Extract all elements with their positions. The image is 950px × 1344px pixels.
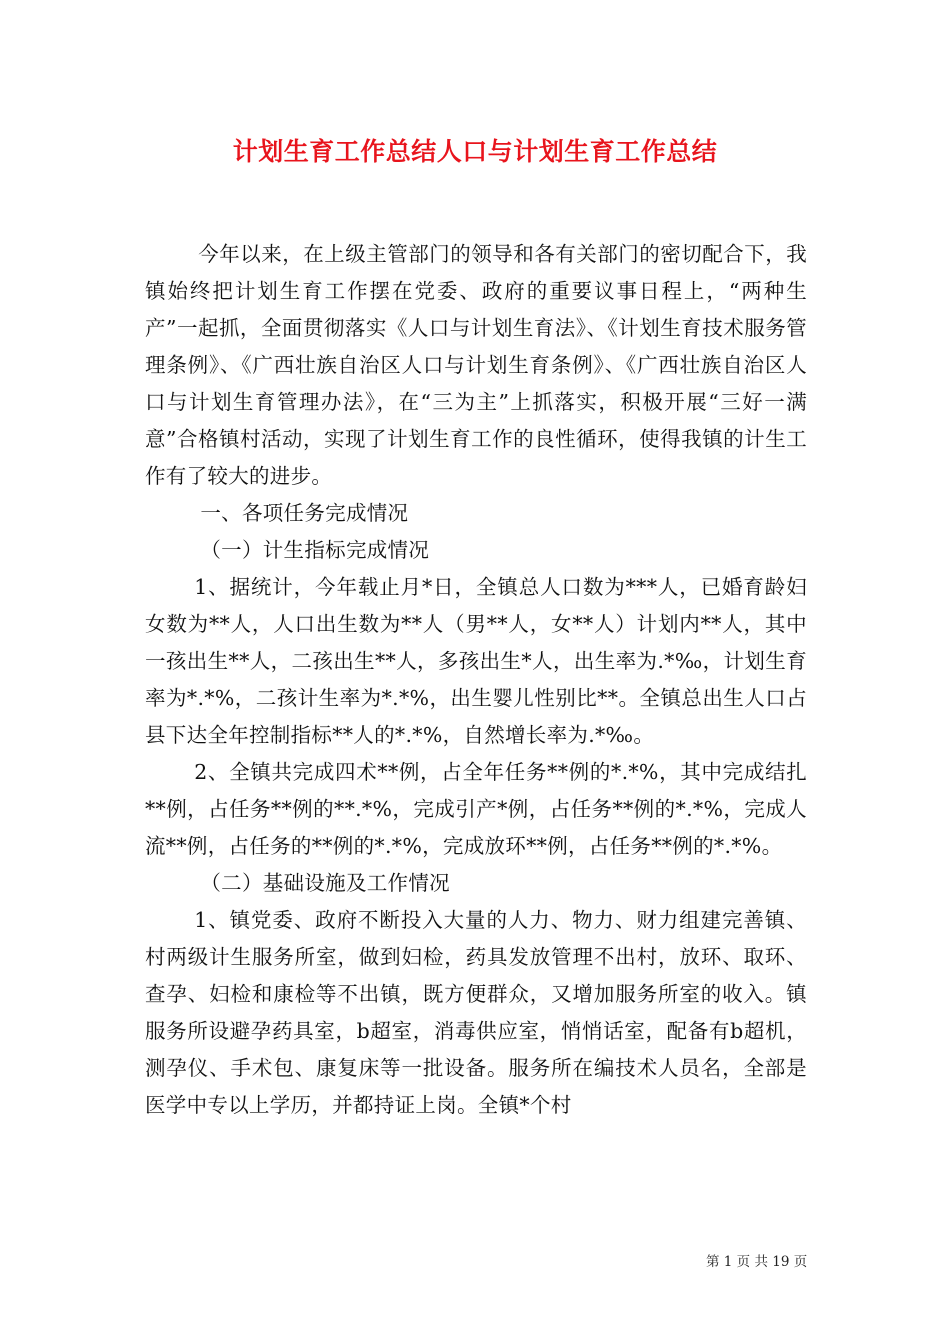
- section-heading: 一、各项任务完成情况: [200, 501, 409, 525]
- subsection-heading: （一）计生指标完成情况: [200, 538, 430, 562]
- document-body: [145, 236, 807, 1124]
- subsection-heading: （二）基础设施及工作情况: [200, 871, 450, 895]
- paragraph-surgeries: 2、全镇共完成四术**例，占全年任务**例的*.*%，其中完成结扎**例，占任务**例的**.*%，完成引产*例，占任务**例的*.*%，完成人流**例，占任务的**例的*.*%，完成放环**例，占任务**例的*.*%。: [145, 760, 807, 858]
- paragraph-facilities: 1、镇党委、政府不断投入大量的人力、物力、财力组建完善镇、村两级计生服务所室，做到妇检，药具发放管理不出村，放环、取环、查孕、妇检和康检等不出镇，既方便群众，又增加服务所室的收入。镇服务所设避孕药具室，b超室，消毒供应室，悄悄话室，配备有b超机，测孕仪、手术包、康复床等一批设备。服务所在编技术人员名，全部是医学中专以上学历，并都持证上岗。全镇*个村: [145, 908, 807, 1117]
- paragraph-statistics: 1、据统计，今年载止月*日，全镇总人口数为***人，已婚育龄妇女数为**人，人口出生数为**人（男**人，女**人）计划内**人，其中一孩出生**人，二孩出生**人，多孩出生*人，出生率为.*‰，计划生育率为*.*%，二孩计生率为*.*%，出生婴儿性别比**。全镇总出生人口占县下达全年控制指标**人的*.*%，自然增长率为.*‰。: [145, 575, 807, 747]
- page-number: 第 1 页 共 19 页: [706, 1254, 808, 1270]
- document-title: 计划生育工作总结人口与计划生育工作总结: [232, 137, 718, 166]
- intro-paragraph: 今年以来，在上级主管部门的领导和各有关部门的密切配合下，我镇始终把计划生育工作摆在党委、政府的重要议事日程上，“两种生产”一起抓，全面贯彻落实《人口与计划生育法》、《计划生育技术服务管理条例》、《广西壮族自治区人口与计划生育条例》、《广西壮族自治区人口与计划生育管理办法》，在“三为主”上抓落实，积极开展“三好一满意”合格镇村活动，实现了计划生育工作的良性循环，使得我镇的计生工作有了较大的进步。: [145, 242, 807, 488]
